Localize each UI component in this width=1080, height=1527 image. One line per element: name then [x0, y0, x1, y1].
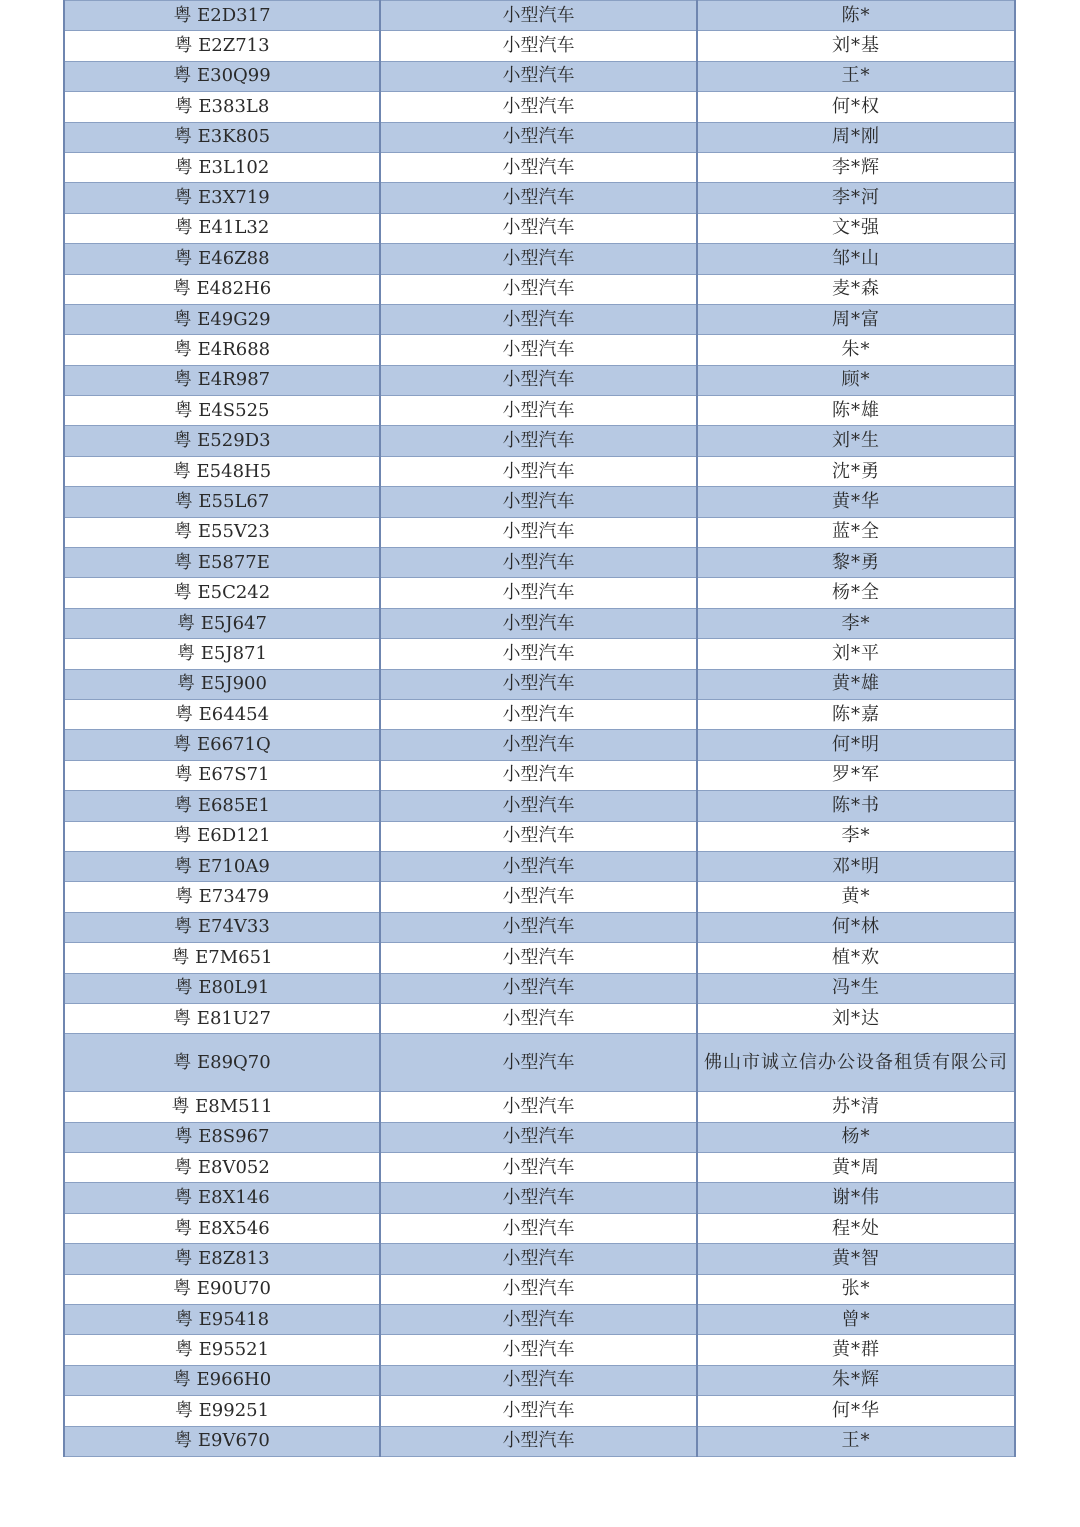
plate-number-cell: 粤 E966H0 — [64, 1365, 380, 1395]
plate-number-cell: 粤 E6D121 — [64, 821, 380, 851]
plate-number-cell: 粤 E49G29 — [64, 304, 380, 334]
vehicle-type-cell: 小型汽车 — [380, 1426, 697, 1456]
plate-number-cell: 粤 E4S525 — [64, 396, 380, 426]
owner-name-cell: 王* — [697, 1426, 1015, 1456]
plate-number-cell: 粤 E3K805 — [64, 122, 380, 152]
plate-number-cell: 粤 E529D3 — [64, 426, 380, 456]
plate-number-cell: 粤 E89Q70 — [64, 1034, 380, 1092]
table-row — [64, 1, 1015, 31]
vehicle-type-cell: 小型汽车 — [380, 61, 697, 91]
vehicle-type-cell: 小型汽车 — [380, 912, 697, 942]
owner-name-cell: 邹*山 — [697, 244, 1015, 274]
vehicle-type-cell: 小型汽车 — [380, 487, 697, 517]
owner-name-cell: 何*林 — [697, 912, 1015, 942]
table-row — [64, 1426, 1015, 1456]
owner-name-cell: 麦*森 — [697, 274, 1015, 304]
plate-number-cell: 粤 E8X546 — [64, 1213, 380, 1243]
owner-name-cell: 冯*生 — [697, 973, 1015, 1003]
owner-name-cell: 程*处 — [697, 1213, 1015, 1243]
table-row — [64, 1092, 1015, 1122]
owner-name-cell: 罗*军 — [697, 760, 1015, 790]
vehicle-type-cell: 小型汽车 — [380, 882, 697, 912]
owner-name-cell: 刘*达 — [697, 1003, 1015, 1033]
plate-number-cell: 粤 E99251 — [64, 1396, 380, 1426]
owner-name-cell: 黎*勇 — [697, 548, 1015, 578]
vehicle-type-cell: 小型汽车 — [380, 1274, 697, 1304]
owner-name-cell: 黄*周 — [697, 1153, 1015, 1183]
plate-number-cell: 粤 E81U27 — [64, 1003, 380, 1033]
owner-name-cell: 陈*书 — [697, 791, 1015, 821]
owner-name-cell: 刘*平 — [697, 639, 1015, 669]
vehicle-type-cell: 小型汽车 — [380, 426, 697, 456]
table-row — [64, 426, 1015, 456]
plate-number-cell: 粤 E55L67 — [64, 487, 380, 517]
vehicle-type-cell: 小型汽车 — [380, 92, 697, 122]
vehicle-type-cell: 小型汽车 — [380, 456, 697, 486]
vehicle-type-cell: 小型汽车 — [380, 821, 697, 851]
table-row — [64, 122, 1015, 152]
plate-number-cell: 粤 E95418 — [64, 1305, 380, 1335]
table-row — [64, 335, 1015, 365]
owner-name-cell: 李* — [697, 821, 1015, 851]
vehicle-type-cell: 小型汽车 — [380, 1244, 697, 1274]
owner-name-cell: 蓝*全 — [697, 517, 1015, 547]
table-row — [64, 456, 1015, 486]
vehicle-type-cell: 小型汽车 — [380, 517, 697, 547]
vehicle-type-cell: 小型汽车 — [380, 669, 697, 699]
plate-number-cell: 粤 E482H6 — [64, 274, 380, 304]
plate-number-cell: 粤 E4R688 — [64, 335, 380, 365]
owner-name-cell: 朱* — [697, 335, 1015, 365]
owner-name-cell: 杨* — [697, 1122, 1015, 1152]
vehicle-records-body — [64, 1, 1015, 1457]
owner-name-cell: 朱*辉 — [697, 1365, 1015, 1395]
table-row — [64, 608, 1015, 638]
vehicle-type-cell: 小型汽车 — [380, 1305, 697, 1335]
plate-number-cell: 粤 E8Z813 — [64, 1244, 380, 1274]
vehicle-type-cell: 小型汽车 — [380, 943, 697, 973]
table-row — [64, 821, 1015, 851]
owner-name-cell: 植*欢 — [697, 943, 1015, 973]
vehicle-type-cell: 小型汽车 — [380, 183, 697, 213]
plate-number-cell: 粤 E55V23 — [64, 517, 380, 547]
table-row — [64, 851, 1015, 881]
vehicle-type-cell: 小型汽车 — [380, 699, 697, 729]
table-row — [64, 92, 1015, 122]
vehicle-type-cell: 小型汽车 — [380, 396, 697, 426]
plate-number-cell: 粤 E4R987 — [64, 365, 380, 395]
owner-name-cell: 王* — [697, 61, 1015, 91]
table-row — [64, 1122, 1015, 1152]
vehicle-type-cell: 小型汽车 — [380, 973, 697, 1003]
plate-number-cell: 粤 E64454 — [64, 699, 380, 729]
owner-name-cell: 文*强 — [697, 213, 1015, 243]
vehicle-type-cell: 小型汽车 — [380, 730, 697, 760]
table-row — [64, 548, 1015, 578]
plate-number-cell: 粤 E3X719 — [64, 183, 380, 213]
vehicle-type-cell: 小型汽车 — [380, 578, 697, 608]
owner-name-cell: 陈*雄 — [697, 396, 1015, 426]
vehicle-type-cell: 小型汽车 — [380, 1122, 697, 1152]
plate-number-cell: 粤 E9V670 — [64, 1426, 380, 1456]
vehicle-type-cell: 小型汽车 — [380, 1092, 697, 1122]
vehicle-type-cell: 小型汽车 — [380, 1213, 697, 1243]
owner-name-cell: 杨*全 — [697, 578, 1015, 608]
owner-name-cell: 何*明 — [697, 730, 1015, 760]
vehicle-type-cell: 小型汽车 — [380, 213, 697, 243]
vehicle-type-cell: 小型汽车 — [380, 335, 697, 365]
table-row — [64, 517, 1015, 547]
owner-name-cell: 李* — [697, 608, 1015, 638]
table-row — [64, 639, 1015, 669]
plate-number-cell: 粤 E30Q99 — [64, 61, 380, 91]
vehicle-type-cell: 小型汽车 — [380, 1, 697, 31]
table-row — [64, 1183, 1015, 1213]
plate-number-cell: 粤 E3L102 — [64, 152, 380, 182]
plate-number-cell: 粤 E8X146 — [64, 1183, 380, 1213]
table-row — [64, 669, 1015, 699]
plate-number-cell: 粤 E8M511 — [64, 1092, 380, 1122]
plate-number-cell: 粤 E8S967 — [64, 1122, 380, 1152]
plate-number-cell: 粤 E5C242 — [64, 578, 380, 608]
vehicle-type-cell: 小型汽车 — [380, 1034, 697, 1092]
owner-name-cell: 谢*伟 — [697, 1183, 1015, 1213]
owner-name-cell: 何*权 — [697, 92, 1015, 122]
plate-number-cell: 粤 E2D317 — [64, 1, 380, 31]
plate-number-cell: 粤 E5877E — [64, 548, 380, 578]
table-row — [64, 730, 1015, 760]
owner-name-cell: 黄*华 — [697, 487, 1015, 517]
table-row — [64, 274, 1015, 304]
owner-name-cell: 顾* — [697, 365, 1015, 395]
table-row — [64, 912, 1015, 942]
plate-number-cell: 粤 E74V33 — [64, 912, 380, 942]
plate-number-cell: 粤 E46Z88 — [64, 244, 380, 274]
table-row — [64, 487, 1015, 517]
vehicle-type-cell: 小型汽车 — [380, 152, 697, 182]
table-row — [64, 396, 1015, 426]
plate-number-cell: 粤 E710A9 — [64, 851, 380, 881]
table-row — [64, 760, 1015, 790]
vehicle-type-cell: 小型汽车 — [380, 304, 697, 334]
vehicle-type-cell: 小型汽车 — [380, 1396, 697, 1426]
vehicle-type-cell: 小型汽车 — [380, 244, 697, 274]
owner-name-cell: 曾* — [697, 1305, 1015, 1335]
plate-number-cell: 粤 E73479 — [64, 882, 380, 912]
table-row — [64, 244, 1015, 274]
vehicle-type-cell: 小型汽车 — [380, 31, 697, 61]
table-row — [64, 1213, 1015, 1243]
table-row — [64, 699, 1015, 729]
owner-name-cell: 周*富 — [697, 304, 1015, 334]
plate-number-cell: 粤 E41L32 — [64, 213, 380, 243]
plate-number-cell: 粤 E548H5 — [64, 456, 380, 486]
owner-name-cell: 李*辉 — [697, 152, 1015, 182]
plate-number-cell: 粤 E80L91 — [64, 973, 380, 1003]
table-row — [64, 1244, 1015, 1274]
plate-number-cell: 粤 E5J647 — [64, 608, 380, 638]
owner-name-cell: 黄*雄 — [697, 669, 1015, 699]
plate-number-cell: 粤 E2Z713 — [64, 31, 380, 61]
vehicle-type-cell: 小型汽车 — [380, 548, 697, 578]
table-row — [64, 304, 1015, 334]
plate-number-cell: 粤 E5J871 — [64, 639, 380, 669]
table-row — [64, 882, 1015, 912]
vehicle-type-cell: 小型汽车 — [380, 1153, 697, 1183]
vehicle-type-cell: 小型汽车 — [380, 122, 697, 152]
table-row — [64, 1305, 1015, 1335]
table-row — [64, 213, 1015, 243]
vehicle-type-cell: 小型汽车 — [380, 1183, 697, 1213]
table-row — [64, 1396, 1015, 1426]
owner-name-cell: 张* — [697, 1274, 1015, 1304]
owner-name-cell: 陈* — [697, 1, 1015, 31]
vehicle-type-cell: 小型汽车 — [380, 760, 697, 790]
table-row — [64, 578, 1015, 608]
vehicle-type-cell: 小型汽车 — [380, 608, 697, 638]
owner-name-cell: 苏*清 — [697, 1092, 1015, 1122]
table-row — [64, 31, 1015, 61]
vehicle-type-cell: 小型汽车 — [380, 274, 697, 304]
vehicle-type-cell: 小型汽车 — [380, 851, 697, 881]
owner-name-cell: 刘*生 — [697, 426, 1015, 456]
table-row — [64, 1335, 1015, 1365]
plate-number-cell: 粤 E95521 — [64, 1335, 380, 1365]
table-row — [64, 973, 1015, 1003]
plate-number-cell: 粤 E8V052 — [64, 1153, 380, 1183]
vehicle-type-cell: 小型汽车 — [380, 1365, 697, 1395]
plate-number-cell: 粤 E67S71 — [64, 760, 380, 790]
owner-name-cell: 李*河 — [697, 183, 1015, 213]
plate-number-cell: 粤 E383L8 — [64, 92, 380, 122]
plate-number-cell: 粤 E7M651 — [64, 943, 380, 973]
vehicle-type-cell: 小型汽车 — [380, 1003, 697, 1033]
vehicle-type-cell: 小型汽车 — [380, 639, 697, 669]
plate-number-cell: 粤 E685E1 — [64, 791, 380, 821]
plate-number-cell: 粤 E5J900 — [64, 669, 380, 699]
table-row — [64, 1003, 1015, 1033]
table-row — [64, 61, 1015, 91]
owner-name-cell: 黄*群 — [697, 1335, 1015, 1365]
table-row — [64, 1274, 1015, 1304]
owner-name-cell: 何*华 — [697, 1396, 1015, 1426]
plate-number-cell: 粤 E90U70 — [64, 1274, 380, 1304]
table-row — [64, 1153, 1015, 1183]
table-row — [64, 791, 1015, 821]
vehicle-type-cell: 小型汽车 — [380, 365, 697, 395]
owner-name-cell: 陈*嘉 — [697, 699, 1015, 729]
table-row — [64, 943, 1015, 973]
owner-name-cell: 邓*明 — [697, 851, 1015, 881]
owner-name-cell: 黄*智 — [697, 1244, 1015, 1274]
owner-name-cell: 佛山市诚立信办公设备租赁有限公司 — [697, 1034, 1015, 1092]
plate-number-cell: 粤 E6671Q — [64, 730, 380, 760]
vehicle-type-cell: 小型汽车 — [380, 1335, 697, 1365]
table-row — [64, 1034, 1015, 1092]
owner-name-cell: 周*刚 — [697, 122, 1015, 152]
vehicle-type-cell: 小型汽车 — [380, 791, 697, 821]
table-row — [64, 152, 1015, 182]
table-row — [64, 183, 1015, 213]
owner-name-cell: 沈*勇 — [697, 456, 1015, 486]
table-row — [64, 1365, 1015, 1395]
table-row — [64, 365, 1015, 395]
owner-name-cell: 刘*基 — [697, 31, 1015, 61]
vehicle-records-table — [63, 0, 1016, 1457]
owner-name-cell: 黄* — [697, 882, 1015, 912]
